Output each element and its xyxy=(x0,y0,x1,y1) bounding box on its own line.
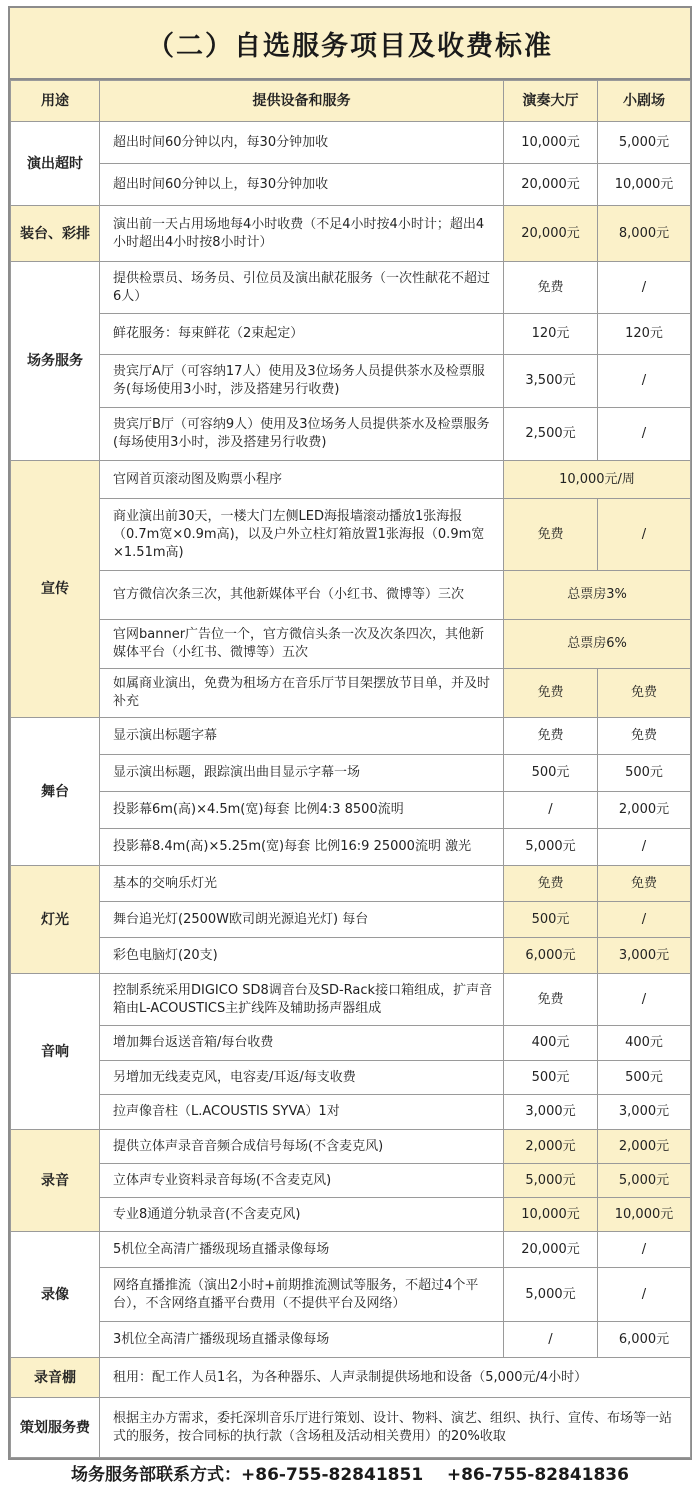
price-hall: 500元 xyxy=(504,755,598,792)
price-small: / xyxy=(598,262,691,314)
price-hall: 2,500元 xyxy=(504,408,598,461)
service-desc: 投影幕8.4m(高)×5.25m(宽)每套 比例16:9 25000流明 激光 xyxy=(100,829,504,866)
price-small: / xyxy=(598,1268,691,1322)
table-row xyxy=(11,1061,691,1095)
price-hall: / xyxy=(504,1322,598,1358)
price-small: 500元 xyxy=(598,1061,691,1095)
page-title: （二）自选服务项目及收费标准 xyxy=(10,8,690,80)
service-desc: 提供检票员、场务员、引位员及演出献花服务（一次性献花不超过6人） xyxy=(100,262,504,314)
section-venue xyxy=(11,262,691,461)
table-row xyxy=(11,1268,691,1322)
service-desc: 超出时间60分钟以上，每30分钟加收 xyxy=(100,164,504,206)
price-small: / xyxy=(598,902,691,938)
service-desc: 舞台追光灯(2500W欧司朗光源追光灯) 每台 xyxy=(100,902,504,938)
table-row xyxy=(11,902,691,938)
service-desc: 增加舞台返送音箱/每台收费 xyxy=(100,1026,504,1061)
price-hall: 5,000元 xyxy=(504,829,598,866)
table-row xyxy=(11,755,691,792)
category-cell: 录像 xyxy=(11,1232,100,1358)
table-row xyxy=(11,262,691,314)
section-setup xyxy=(11,206,691,262)
service-desc: 另增加无线麦克风，电容麦/耳返/每支收费 xyxy=(100,1061,504,1095)
header-service: 提供设备和服务 xyxy=(100,81,504,122)
category-cell: 装台、彩排 xyxy=(11,206,100,262)
service-desc: 控制系统采用DIGICO SD8调音台及SD-Rack接口箱组成，扩声音箱由L-ACOUSTICS主扩线阵及辅助扬声器组成 xyxy=(100,974,504,1026)
service-desc: 彩色电脑灯(20支) xyxy=(100,938,504,974)
price-hall: 10,000元 xyxy=(504,1198,598,1232)
price-hall: 20,000元 xyxy=(504,1232,598,1268)
price-small: 5,000元 xyxy=(598,1164,691,1198)
category-cell: 录音棚 xyxy=(11,1358,100,1398)
table-row xyxy=(11,866,691,902)
service-desc: 根据主办方需求，委托深圳音乐厅进行策划、设计、物料、演艺、组织、执行、宣传、布场等一站式的服务，按合同标的执行款（含场租及活动相关费用）的20%收取 xyxy=(100,1398,691,1458)
price-small: 5,000元 xyxy=(598,122,691,164)
fee-table xyxy=(10,80,691,1458)
table-row xyxy=(11,1164,691,1198)
table-row xyxy=(11,1232,691,1268)
price-small: 6,000元 xyxy=(598,1322,691,1358)
price-hall: 20,000元 xyxy=(504,206,598,262)
price-small: 10,000元 xyxy=(598,1198,691,1232)
section-overtime xyxy=(11,122,691,206)
price-hall: 3,000元 xyxy=(504,1095,598,1130)
price-hall: 20,000元 xyxy=(504,164,598,206)
table-row xyxy=(11,164,691,206)
category-cell: 录音 xyxy=(11,1130,100,1232)
header-use: 用途 xyxy=(11,81,100,122)
service-desc: 官网首页滚动图及购票小程序 xyxy=(100,461,504,499)
service-desc: 专业8通道分轨录音(不含麦克风) xyxy=(100,1198,504,1232)
table-row xyxy=(11,1130,691,1164)
price-hall: 免费 xyxy=(504,669,598,718)
price-small: / xyxy=(598,499,691,571)
price-merged: 总票房3% xyxy=(504,571,691,620)
category-cell: 宣传 xyxy=(11,461,100,718)
fee-table-sheet xyxy=(8,6,692,1460)
table-row xyxy=(11,974,691,1026)
header-hall: 演奏大厅 xyxy=(504,81,598,122)
section-recording xyxy=(11,1130,691,1232)
table-row xyxy=(11,571,691,620)
service-desc: 提供立体声录音音频合成信号每场(不含麦克风) xyxy=(100,1130,504,1164)
price-hall: 10,000元 xyxy=(504,122,598,164)
price-small: 400元 xyxy=(598,1026,691,1061)
table-row xyxy=(11,1095,691,1130)
service-desc: 显示演出标题，跟踪演出曲目显示字幕一场 xyxy=(100,755,504,792)
service-desc: 超出时间60分钟以内，每30分钟加收 xyxy=(100,122,504,164)
price-hall: 5,000元 xyxy=(504,1268,598,1322)
price-small: / xyxy=(598,355,691,408)
section-promo xyxy=(11,461,691,718)
table-row xyxy=(11,792,691,829)
contact-footer: 场务服务部联系方式：+86-755-82841851 +86-755-82841836 xyxy=(71,1465,629,1485)
table-row xyxy=(11,206,691,262)
price-hall: 5,000元 xyxy=(504,1164,598,1198)
price-hall: 免费 xyxy=(504,866,598,902)
category-cell: 舞台 xyxy=(11,718,100,866)
price-small: 3,000元 xyxy=(598,938,691,974)
price-small: 免费 xyxy=(598,669,691,718)
service-desc: 官方微信次条三次，其他新媒体平台（小红书、微博等）三次 xyxy=(100,571,504,620)
section-booth xyxy=(11,1358,691,1398)
table-row xyxy=(11,829,691,866)
price-merged: 总票房6% xyxy=(504,620,691,669)
price-hall: / xyxy=(504,792,598,829)
price-small: / xyxy=(598,974,691,1026)
section-audio xyxy=(11,974,691,1130)
price-small: 8,000元 xyxy=(598,206,691,262)
price-small: / xyxy=(598,1232,691,1268)
service-desc: 3机位全高清广播级现场直播录像每场 xyxy=(100,1322,504,1358)
price-hall: 500元 xyxy=(504,902,598,938)
price-small: 免费 xyxy=(598,718,691,755)
table-row xyxy=(11,669,691,718)
service-desc: 贵宾厅A厅（可容纳17人）使用及3位场务人员提供茶水及检票服务(每场使用3小时，涉及搭建另行收费) xyxy=(100,355,504,408)
service-desc: 租用：配工作人员1名，为各种器乐、人声录制提供场地和设备（5,000元/4小时） xyxy=(100,1358,691,1398)
category-cell: 场务服务 xyxy=(11,262,100,461)
price-merged: 10,000元/周 xyxy=(504,461,691,499)
table-row xyxy=(11,314,691,355)
table-row xyxy=(11,718,691,755)
table-row xyxy=(11,1358,691,1398)
table-row xyxy=(11,408,691,461)
service-desc: 网络直播推流（演出2小时+前期推流测试等服务，不超过4个平台），不含网络直播平台费用（不提供平台及网络） xyxy=(100,1268,504,1322)
section-planning xyxy=(11,1398,691,1458)
service-desc: 基本的交响乐灯光 xyxy=(100,866,504,902)
price-hall: 400元 xyxy=(504,1026,598,1061)
service-desc: 投影幕6m(高)×4.5m(宽)每套 比例4:3 8500流明 xyxy=(100,792,504,829)
price-small: 3,000元 xyxy=(598,1095,691,1130)
table-row xyxy=(11,1026,691,1061)
price-small: 免费 xyxy=(598,866,691,902)
service-desc: 显示演出标题字幕 xyxy=(100,718,504,755)
table-row xyxy=(11,1322,691,1358)
price-hall: 500元 xyxy=(504,1061,598,1095)
price-hall: 120元 xyxy=(504,314,598,355)
section-lighting xyxy=(11,866,691,974)
service-desc: 立体声专业资料录音每场(不含麦克风) xyxy=(100,1164,504,1198)
price-hall: 免费 xyxy=(504,499,598,571)
category-cell: 演出超时 xyxy=(11,122,100,206)
service-desc: 拉声像音柱（L.ACOUSTIS SYVA）1对 xyxy=(100,1095,504,1130)
service-desc: 演出前一天占用场地每4小时收费（不足4小时按4小时计；超出4小时超出4小时按8小时计） xyxy=(100,206,504,262)
price-small: / xyxy=(598,408,691,461)
category-cell: 灯光 xyxy=(11,866,100,974)
service-desc: 官网banner广告位一个，官方微信头条一次及次条四次，其他新媒体平台（小红书、微博等）五次 xyxy=(100,620,504,669)
price-hall: 2,000元 xyxy=(504,1130,598,1164)
table-row xyxy=(11,499,691,571)
price-small: 500元 xyxy=(598,755,691,792)
table-row xyxy=(11,122,691,164)
table-row xyxy=(11,1398,691,1458)
section-video xyxy=(11,1232,691,1358)
price-hall: 3,500元 xyxy=(504,355,598,408)
service-desc: 如属商业演出，免费为租场方在音乐厅节目架摆放节目单，并及时补充 xyxy=(100,669,504,718)
price-hall: 6,000元 xyxy=(504,938,598,974)
price-small: 2,000元 xyxy=(598,792,691,829)
price-hall: 免费 xyxy=(504,262,598,314)
price-hall: 免费 xyxy=(504,974,598,1026)
service-desc: 贵宾厅B厅（可容纳9人）使用及3位场务人员提供茶水及检票服务(每场使用3小时，涉及搭建另行收费) xyxy=(100,408,504,461)
price-hall: 免费 xyxy=(504,718,598,755)
price-small: 2,000元 xyxy=(598,1130,691,1164)
table-row xyxy=(11,938,691,974)
category-cell: 策划服务费 xyxy=(11,1398,100,1458)
table-row xyxy=(11,620,691,669)
header-small: 小剧场 xyxy=(598,81,691,122)
table-row xyxy=(11,355,691,408)
table-header-row xyxy=(11,81,691,122)
price-small: 10,000元 xyxy=(598,164,691,206)
price-small: / xyxy=(598,829,691,866)
service-desc: 商业演出前30天，一楼大门左侧LED海报墙滚动播放1张海报（0.7m宽×0.9m高)，以及户外立柱灯箱放置1张海报（0.9m宽×1.51m高) xyxy=(100,499,504,571)
category-cell: 音响 xyxy=(11,974,100,1130)
table-row xyxy=(11,461,691,499)
service-desc: 鲜花服务：每束鲜花（2束起定） xyxy=(100,314,504,355)
price-small: 120元 xyxy=(598,314,691,355)
table-row xyxy=(11,1198,691,1232)
section-stage xyxy=(11,718,691,866)
service-desc: 5机位全高清广播级现场直播录像每场 xyxy=(100,1232,504,1268)
